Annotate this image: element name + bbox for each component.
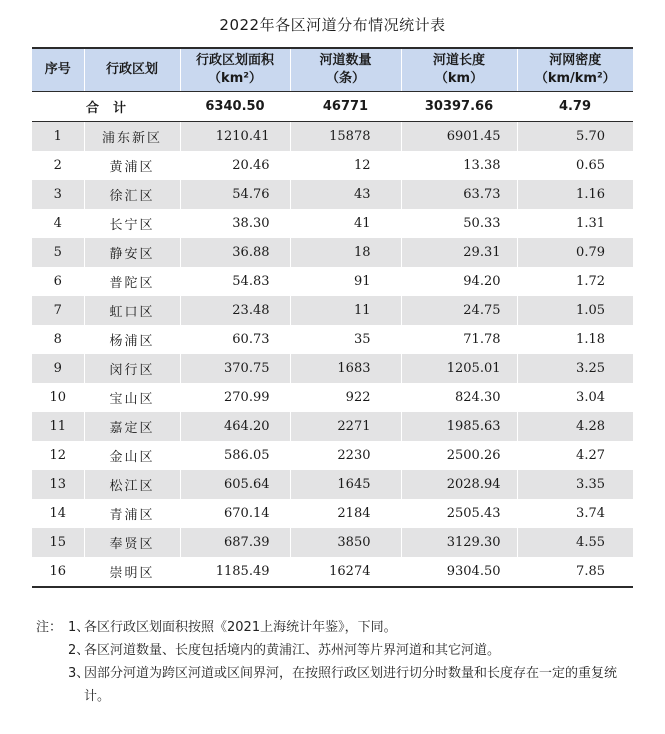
row-length: 9304.50: [401, 557, 517, 587]
row-district: 崇明区: [84, 557, 180, 587]
row-index: 13: [32, 470, 84, 499]
row-index: 2: [32, 151, 84, 180]
row-area: 670.14: [180, 499, 290, 528]
row-district: 金山区: [84, 441, 180, 470]
footnote-number: 1、: [68, 620, 90, 635]
table-row: [32, 499, 633, 528]
row-area: 54.83: [180, 267, 290, 296]
row-area: 605.64: [180, 470, 290, 499]
total-row: [32, 92, 633, 122]
row-length: 24.75: [401, 296, 517, 325]
total-length: 30397.66: [401, 92, 517, 122]
header-length: [401, 48, 517, 92]
table-row: [32, 441, 633, 470]
footnote-1: [36, 616, 636, 639]
row-length: 2028.94: [401, 470, 517, 499]
row-index: 15: [32, 528, 84, 557]
footnote-text: 各区行政区划面积按照《2021上海统计年鉴》，下同。: [84, 620, 397, 635]
row-area: 270.99: [180, 383, 290, 412]
footnote-prefix: 注：: [36, 620, 63, 635]
row-district: 浦东新区: [84, 122, 180, 152]
row-index: 10: [32, 383, 84, 412]
row-density: 4.28: [517, 412, 633, 441]
header-area-unit: （km²）: [208, 71, 262, 86]
row-index: 6: [32, 267, 84, 296]
row-count: 922: [290, 383, 401, 412]
total-density: 4.79: [517, 92, 633, 122]
footnote-number: 3、: [68, 666, 90, 681]
row-district: 奉贤区: [84, 528, 180, 557]
row-index: 1: [32, 122, 84, 152]
row-density: 0.79: [517, 238, 633, 267]
header-density: [517, 48, 633, 92]
row-length: 6901.45: [401, 122, 517, 152]
row-area: 1210.41: [180, 122, 290, 152]
table-title: 2022年各区河道分布情况统计表: [219, 16, 446, 34]
row-length: 50.33: [401, 209, 517, 238]
row-index: 16: [32, 557, 84, 587]
row-density: 3.35: [517, 470, 633, 499]
row-density: 1.72: [517, 267, 633, 296]
row-density: 0.65: [517, 151, 633, 180]
row-count: 15878: [290, 122, 401, 152]
row-count: 2230: [290, 441, 401, 470]
row-area: 464.20: [180, 412, 290, 441]
header-index: 序号: [32, 48, 84, 92]
row-count: 2184: [290, 499, 401, 528]
row-district: 杨浦区: [84, 325, 180, 354]
header-area: [180, 48, 290, 92]
row-district: 黄浦区: [84, 151, 180, 180]
row-area: 370.75: [180, 354, 290, 383]
row-index: 14: [32, 499, 84, 528]
total-label: 合计: [32, 92, 180, 122]
row-count: 2271: [290, 412, 401, 441]
table-row: [32, 354, 633, 383]
table-row: [32, 528, 633, 557]
row-area: 586.05: [180, 441, 290, 470]
row-count: 12: [290, 151, 401, 180]
table-row: [32, 209, 633, 238]
row-length: 71.78: [401, 325, 517, 354]
footnote-3: [36, 662, 636, 708]
row-length: 29.31: [401, 238, 517, 267]
header-density-unit: （km/km²）: [534, 71, 616, 86]
table-row: [32, 557, 633, 587]
row-length: 1985.63: [401, 412, 517, 441]
row-length: 94.20: [401, 267, 517, 296]
row-area: 38.30: [180, 209, 290, 238]
row-area: 60.73: [180, 325, 290, 354]
footnote-text: 因部分河道为跨区河道或区间界河，在按照行政区划进行切分时数量和长度存在一定的重复统计。: [84, 666, 618, 704]
row-index: 9: [32, 354, 84, 383]
row-density: 3.04: [517, 383, 633, 412]
footnote-number: 2、: [68, 643, 90, 658]
row-density: 4.55: [517, 528, 633, 557]
header-count-unit: （条）: [325, 71, 365, 86]
row-length: 3129.30: [401, 528, 517, 557]
row-density: 3.25: [517, 354, 633, 383]
row-length: 1205.01: [401, 354, 517, 383]
row-count: 1683: [290, 354, 401, 383]
row-area: 54.76: [180, 180, 290, 209]
row-length: 2500.26: [401, 441, 517, 470]
row-index: 12: [32, 441, 84, 470]
row-density: 1.18: [517, 325, 633, 354]
table-row: [32, 296, 633, 325]
row-length: 13.38: [401, 151, 517, 180]
row-count: 43: [290, 180, 401, 209]
row-district: 静安区: [84, 238, 180, 267]
row-length: 63.73: [401, 180, 517, 209]
footnote-text: 各区河道数量、长度包括境内的黄浦江、苏州河等片界河道和其它河道。: [84, 643, 501, 658]
header-row: [32, 48, 633, 92]
header-area-title: 行政区划面积: [195, 53, 274, 68]
row-district: 青浦区: [84, 499, 180, 528]
table-row: [32, 238, 633, 267]
total-area: 6340.50: [180, 92, 290, 122]
row-length: 2505.43: [401, 499, 517, 528]
row-index: 4: [32, 209, 84, 238]
row-index: 7: [32, 296, 84, 325]
row-district: 宝山区: [84, 383, 180, 412]
row-density: 7.85: [517, 557, 633, 587]
total-count: 46771: [290, 92, 401, 122]
row-area: 687.39: [180, 528, 290, 557]
header-district: 行政区划: [84, 48, 180, 92]
table-row: [32, 151, 633, 180]
row-count: 35: [290, 325, 401, 354]
row-density: 5.70: [517, 122, 633, 152]
row-area: 20.46: [180, 151, 290, 180]
row-index: 11: [32, 412, 84, 441]
row-density: 1.05: [517, 296, 633, 325]
row-district: 嘉定区: [84, 412, 180, 441]
footnotes: [36, 616, 636, 708]
row-count: 16274: [290, 557, 401, 587]
footnote-2: [36, 639, 636, 662]
row-district: 松江区: [84, 470, 180, 499]
row-district: 虹口区: [84, 296, 180, 325]
row-area: 1185.49: [180, 557, 290, 587]
header-length-unit: （km）: [434, 71, 484, 86]
header-count-title: 河道数量: [319, 53, 372, 68]
row-count: 91: [290, 267, 401, 296]
table-row: [32, 383, 633, 412]
row-district: 长宁区: [84, 209, 180, 238]
row-area: 36.88: [180, 238, 290, 267]
row-district: 徐汇区: [84, 180, 180, 209]
table-row: [32, 180, 633, 209]
table-row: [32, 122, 633, 152]
table-row: [32, 470, 633, 499]
header-length-title: 河道长度: [432, 53, 485, 68]
row-length: 824.30: [401, 383, 517, 412]
row-count: 41: [290, 209, 401, 238]
row-count: 11: [290, 296, 401, 325]
header-density-title: 河网密度: [549, 53, 602, 68]
table-row: [32, 412, 633, 441]
row-district: 普陀区: [84, 267, 180, 296]
row-count: 1645: [290, 470, 401, 499]
row-density: 4.27: [517, 441, 633, 470]
row-density: 1.16: [517, 180, 633, 209]
row-index: 8: [32, 325, 84, 354]
row-area: 23.48: [180, 296, 290, 325]
row-count: 18: [290, 238, 401, 267]
header-count: [290, 48, 401, 92]
row-density: 1.31: [517, 209, 633, 238]
row-index: 5: [32, 238, 84, 267]
row-index: 3: [32, 180, 84, 209]
row-density: 3.74: [517, 499, 633, 528]
row-count: 3850: [290, 528, 401, 557]
row-district: 闵行区: [84, 354, 180, 383]
table-row: [32, 267, 633, 296]
table-row: [32, 325, 633, 354]
river-statistics-table: [32, 47, 633, 588]
